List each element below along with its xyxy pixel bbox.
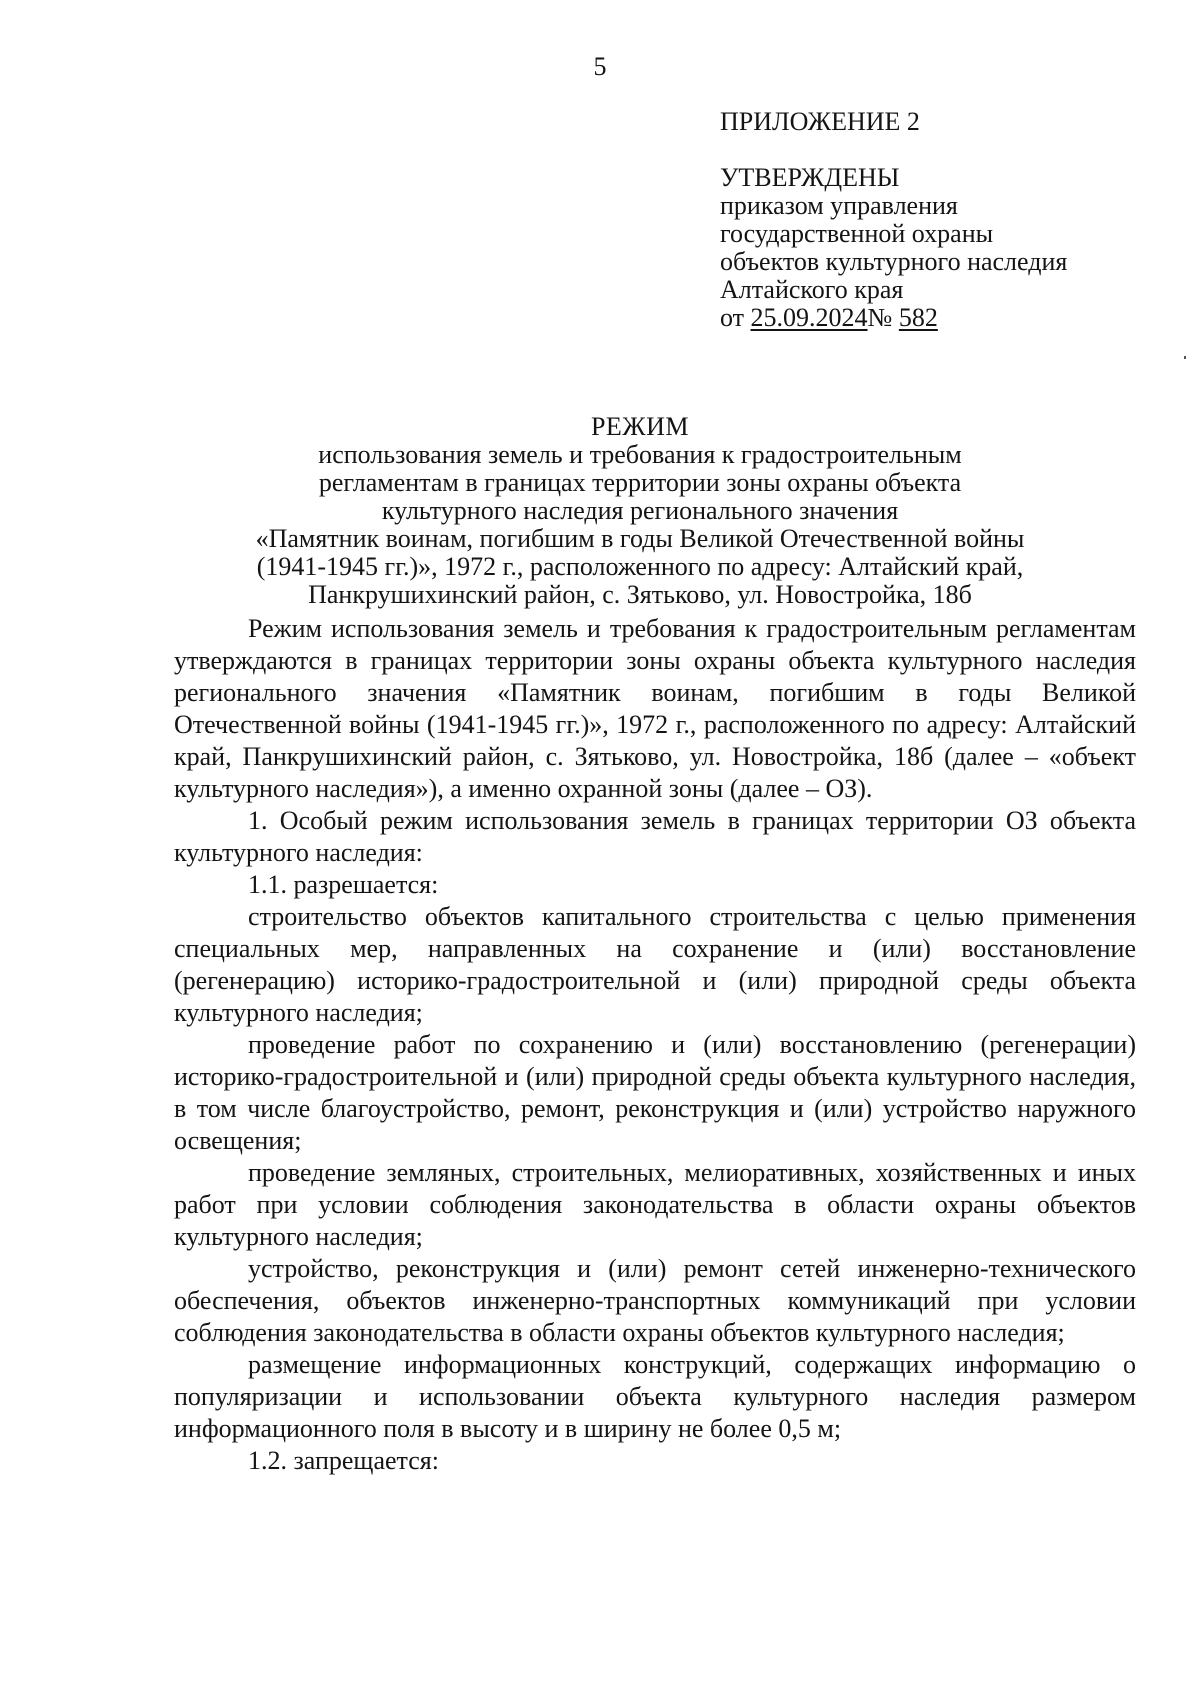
paragraph: 1. Особый режим использования земель в границах территории ОЗ объекта культурного наследия:: [174, 806, 1136, 867]
approval-date-line: [720, 304, 1180, 332]
approval-line: государственной охраны: [720, 219, 994, 248]
paragraph: размещение информационных конструкций, содержащих информацию о популяризации и использовании объекта культурного наследия размером информационного поля в высоту и в ширину не более 0,5 м;: [174, 1350, 1136, 1443]
document-title: [170, 413, 1110, 609]
title-line: «Памятник воинам, погибшим в годы Великой Отечественной войны: [255, 524, 1025, 553]
document-body: [174, 613, 1136, 1477]
date-prefix: от: [720, 303, 745, 332]
page-number: 5: [593, 52, 607, 81]
title-line: (1941-1945 гг.)», 1972 г., расположенного по адресу: Алтайский край,: [256, 552, 1024, 581]
order-date: 25.09.2024: [750, 303, 868, 332]
paragraph: 1.2. запрещается:: [248, 1446, 439, 1475]
title-line: Панкрушихинский район, с. Зятьково, ул. Новостройка, 18б: [308, 580, 972, 609]
approval-block: [720, 108, 1180, 332]
paragraph: строительство объектов капитального строительства с целью применения специальных мер, направленных на сохранение и (или) восстановление (регенерацию) историко-градостроительной и (или) природной среды объекта культурного наследия;: [174, 902, 1136, 1027]
order-number: 582: [898, 303, 938, 332]
number-sign: №: [867, 303, 893, 332]
scan-mark: [1184, 356, 1186, 359]
approval-line: Алтайского края: [720, 275, 904, 304]
approval-line: приказом управления: [720, 191, 958, 220]
appendix-heading: ПРИЛОЖЕНИЕ 2: [720, 107, 920, 136]
title-main: РЕЖИМ: [590, 412, 690, 441]
title-line: использования земель и требования к градостроительным: [318, 440, 962, 469]
paragraph: проведение земляных, строительных, мелиоративных, хозяйственных и иных работ при условии соблюдения законодательства в области охраны объектов культурного наследия;: [174, 1158, 1136, 1251]
paragraph: Режим использования земель и требования к градостроительным регламентам утверждаются в границах территории зоны охраны объекта культурного наследия регионального значения «Памятник воинам, погибшим в годы Великой Отечественной войны (1941-1945 гг.)», 1972 г., расположенного по адресу: Алтайский край, Панкрушихинский район, с. Зятьково, ул. Новостройка, 18б (далее – «объект культурного наследия»), а именно охранной зоны (далее – ОЗ).: [174, 614, 1136, 803]
title-line: регламентам в границах территории зоны охраны объекта: [318, 468, 962, 497]
approval-line: объектов культурного наследия: [720, 247, 1068, 276]
title-line: культурного наследия регионального значения: [381, 496, 899, 525]
paragraph: 1.1. разрешается:: [248, 870, 439, 899]
paragraph: устройство, реконструкция и (или) ремонт сетей инженерно-технического обеспечения, объектов инженерно-транспортных коммуникаций при условии соблюдения законодательства в области охраны объектов культурного наследия;: [174, 1254, 1136, 1347]
approved-heading: УТВЕРЖДЕНЫ: [720, 163, 900, 192]
paragraph: проведение работ по сохранению и (или) восстановлению (регенерации) историко-градостроительной и (или) природной среды объекта культурного наследия, в том числе благоустройство, ремонт, реконструкция и (или) устройство наружного освещения;: [174, 1030, 1136, 1155]
